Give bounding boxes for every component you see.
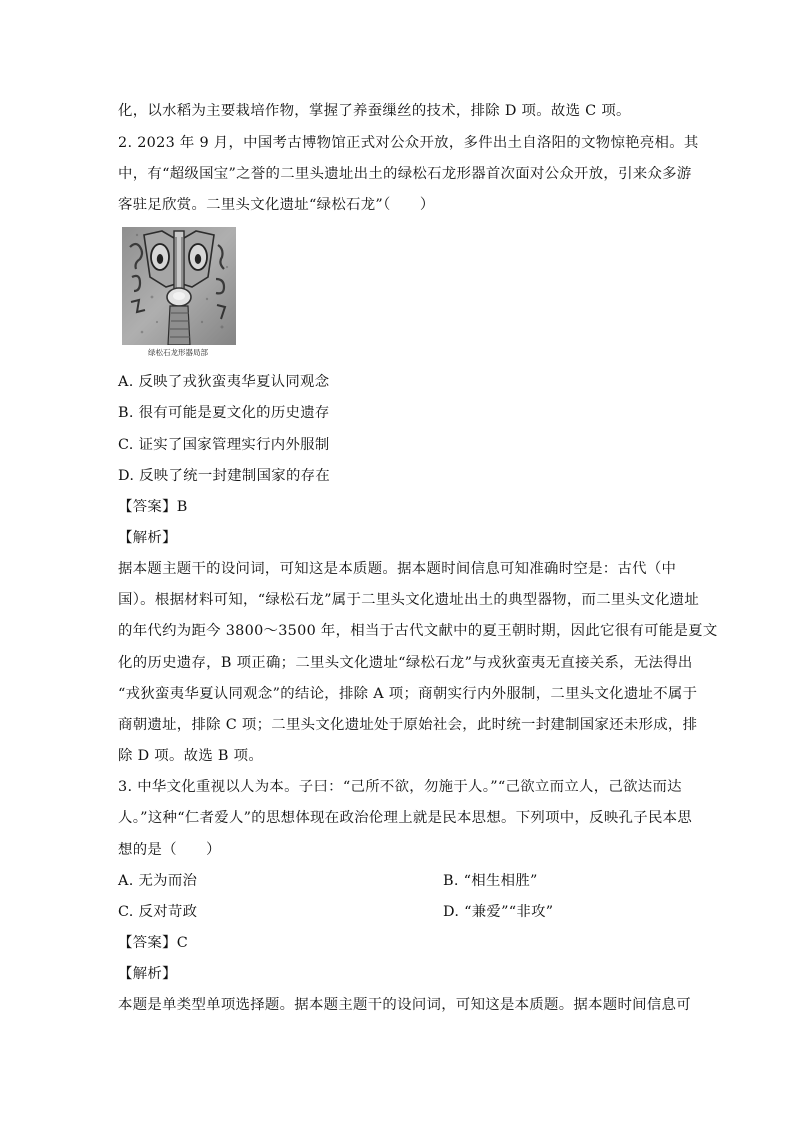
option-c: C. 反对苛政: [118, 904, 198, 920]
analysis-text: 化的历史遗存，B 项正确；二里头文化遗址“绿松石龙”与戎狄蛮夷无直接关系，无法得出: [118, 655, 693, 671]
answer-label: 【答案】B: [118, 499, 188, 515]
option-b: B. “相生相胜”: [443, 873, 538, 889]
option-a: A. 无为而治: [118, 873, 198, 889]
option-c: C. 证实了国家管理实行内外服制: [118, 437, 330, 453]
analysis-text: 的年代约为距今 3800～3500 年，相当于古代文献中的夏王朝时期，因此它很有可能是夏文: [118, 623, 718, 639]
question-2-stem: 客驻足欣赏。二里头文化遗址“绿松石龙”（ ）: [118, 197, 435, 213]
figure-caption: 绿松石龙形器局部: [148, 348, 208, 357]
answer-label: 【答案】C: [118, 935, 189, 951]
question-3-stem: 想的是（ ）: [118, 842, 221, 858]
option-b: B. 很有可能是夏文化的历史遗存: [118, 405, 330, 421]
analysis-text: 商朝遗址，排除 C 项；二里头文化遗址处于原始社会，此时统一封建制国家还未形成，排: [118, 717, 698, 733]
analysis-text: 除 D 项。故选 B 项。: [118, 748, 264, 764]
text-line: 化，以水稻为主要栽培作物，掌握了养蚕缫丝的技术，排除 D 项。故选 C 项。: [118, 103, 631, 119]
question-3-stem: 人。”这种“仁者爱人”的思想体现在政治伦理上就是民本思想。下列项中，反映孔子民本思: [118, 810, 693, 826]
turquoise-dragon-photo: [122, 227, 236, 345]
analysis-label: 【解析】: [118, 966, 177, 982]
analysis-label: 【解析】: [118, 530, 177, 546]
analysis-text: 国）。根据材料可知，“绿松石龙”属于二里头文化遗址出土的典型器物，而二里头文化遗址: [118, 592, 700, 608]
question-2-stem: 2. 2023 年 9 月，中国考古博物馆正式对公众开放，多件出土自洛阳的文物惊艳亮相。其: [118, 135, 699, 151]
option-d: D. 反映了统一封建制国家的存在: [118, 468, 331, 484]
option-a: A. 反映了戎狄蛮夷华夏认同观念: [118, 374, 330, 390]
option-d: D. “兼爱”“非攻”: [443, 904, 554, 920]
analysis-text: 据本题主题干的设问词，可知这是本质题。据本题时间信息可知准确时空是：古代（中: [118, 561, 677, 577]
analysis-text: 本题是单类型单项选择题。据本题主题干的设问词，可知这是本质题。据本题时间信息可: [118, 997, 691, 1013]
analysis-text: “戎狄蛮夷华夏认同观念”的结论，排除 A 项；商朝实行内外服制，二里头文化遗址不属于: [118, 686, 698, 702]
question-3-stem: 3. 中华文化重视以人为本。子曰：“己所不欲，勿施于人。”“己欲立而立人，己欲达而达: [118, 779, 682, 795]
question-2-stem: 中，有“超级国宝”之誉的二里头遗址出土的绿松石龙形器首次面对公众开放，引来众多游: [118, 166, 692, 182]
